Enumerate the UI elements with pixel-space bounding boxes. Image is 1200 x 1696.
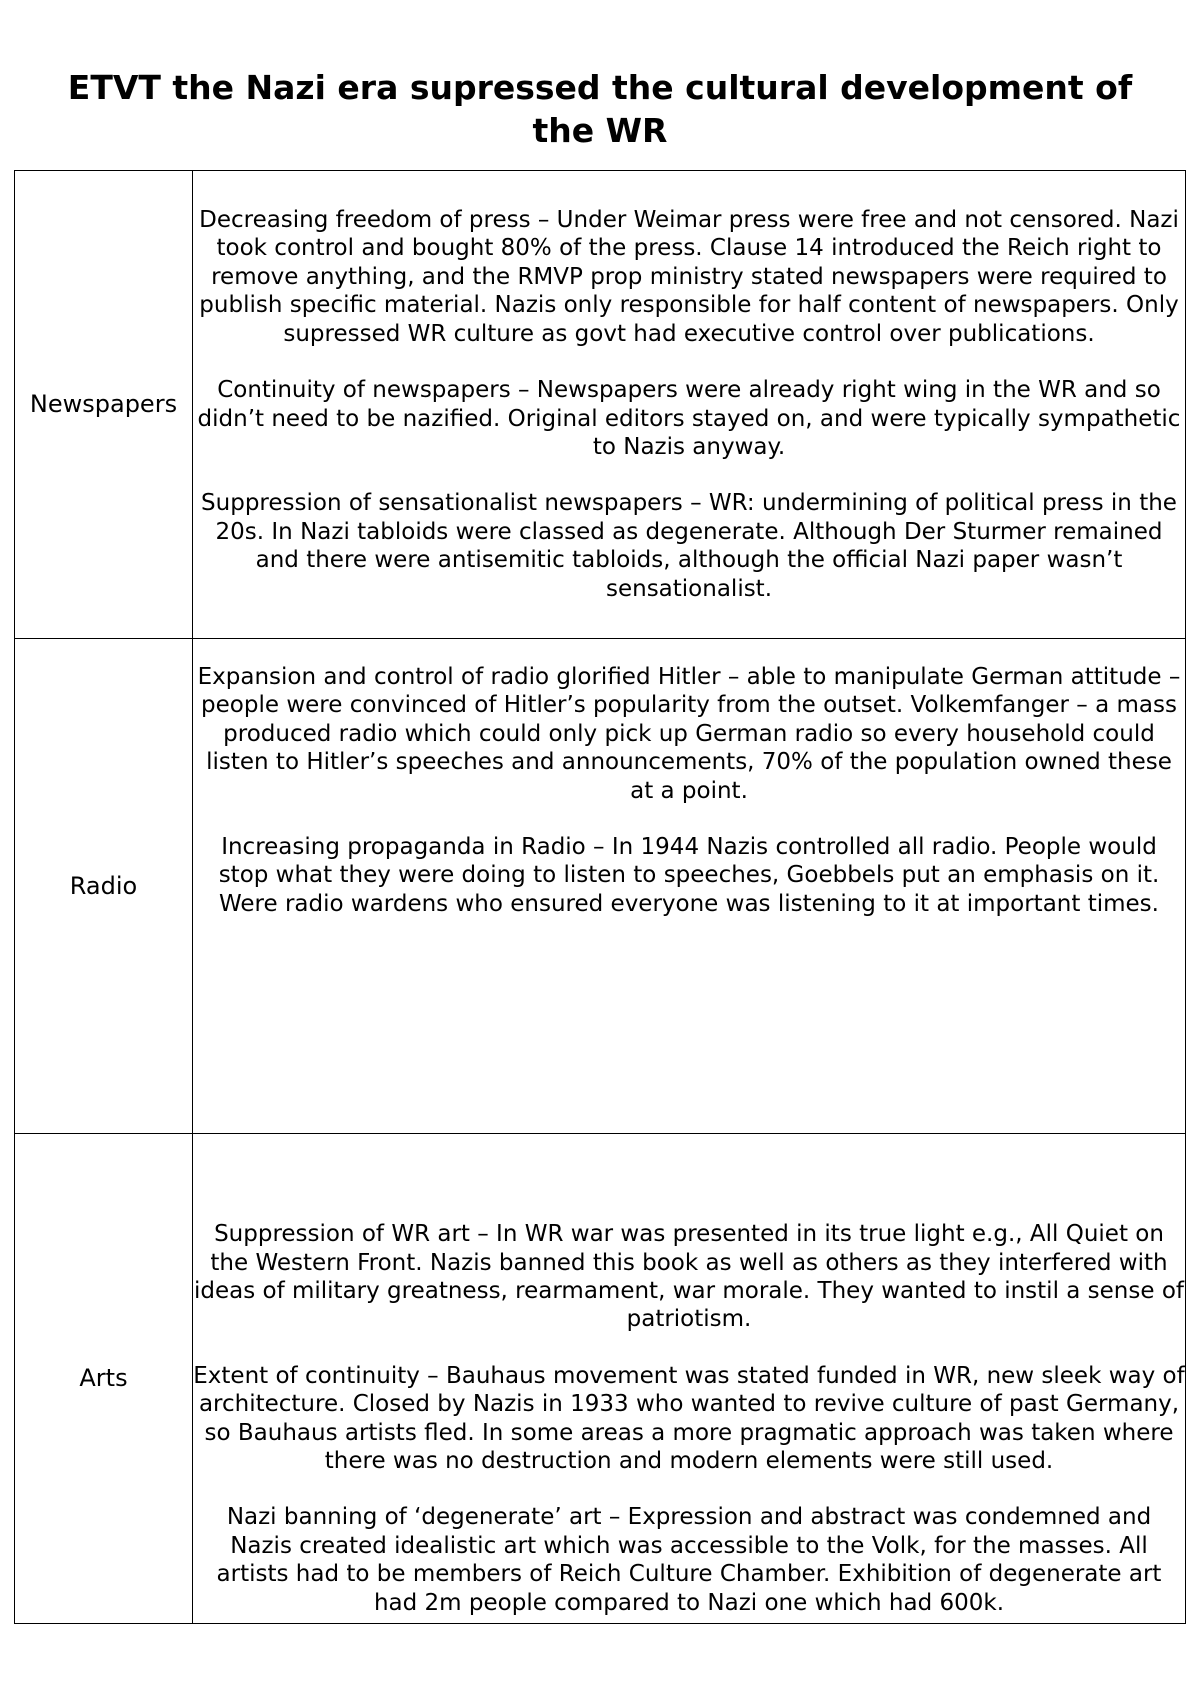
table-row-newspapers [15, 171, 1186, 639]
paragraph: Expansion and control of radio glorified Hitler – able to manipulate German attitude – people were convinced of Hitler’s popularity from the outset. Volkemfanger – a mass produced radio which could only pick up German radio so every household could listen to Hitler’s speeches and announcements, 70% of the population owned these at a point. [197, 664, 1181, 804]
row-label-radio: Radio [15, 639, 193, 1134]
paragraph: Continuity of newspapers – Newspapers were already right wing in the WR and so didn’t need to be nazified. Original editors stayed on, and were typically sympathetic to Nazis anyway. [197, 377, 1181, 460]
row-content-arts [193, 1134, 1186, 1624]
row-content-newspapers [193, 171, 1186, 639]
table-row-radio [15, 639, 1186, 1134]
paragraph: Nazi banning of ‘degenerate’ art – Expression and abstract was condemned and Nazis created idealistic art which was accessible to the Volk, for the masses. All artists had to be members of Reich Culture Chamber. Exhibition of degenerate art had 2m people compared to Nazi one which had 600k. [216, 1504, 1162, 1616]
row-label-arts: Arts [15, 1134, 193, 1624]
paragraph: Increasing propaganda in Radio – In 1944 Nazis controlled all radio. People would stop what they were doing to listen to speeches, Goebbels put an emphasis on it. Were radio wardens who ensured everyone was listening to it at important times. [218, 834, 1160, 917]
paragraph: Suppression of sensationalist newspapers – WR: undermining of political press in the 20s. In Nazi tabloids were classed as degenerate. Although Der Sturmer remained and there were antisemitic tabloids, although the official Nazi paper wasn’t sensationalist. [201, 490, 1177, 602]
paragraph: Decreasing freedom of press – Under Weimar press were free and not censored. Nazi took control and bought 80% of the press. Clause 14 introduced the Reich right to remove anything, and the RMVP prop ministry stated newspapers were required to publish specific material. Nazis only responsible for half content of newspapers. Only supressed WR culture as govt had executive control over publications. [199, 207, 1179, 347]
row-content-radio [193, 639, 1186, 1134]
table-row-arts [15, 1134, 1186, 1624]
page-title: ETVT the Nazi era supressed the cultural development of the WR [67, 68, 1133, 150]
paragraph: Suppression of WR art – In WR war was presented in its true light e.g., All Quiet on the Western Front. Nazis banned this book as well as others as they interfered with ideas of military greatness, rearmament, war morale. They wanted to instil a sense of patriotism. [193, 1221, 1185, 1333]
topic-table [14, 170, 1186, 1624]
row-label-newspapers: Newspapers [15, 171, 193, 639]
paragraph: Extent of continuity – Bauhaus movement was stated funded in WR, new sleek way of architecture. Closed by Nazis in 1933 who wanted to revive culture of past Germany, so Bauhaus artists fled. In some areas a more pragmatic approach was taken where there was no destruction and modern elements were still used. [193, 1362, 1185, 1474]
